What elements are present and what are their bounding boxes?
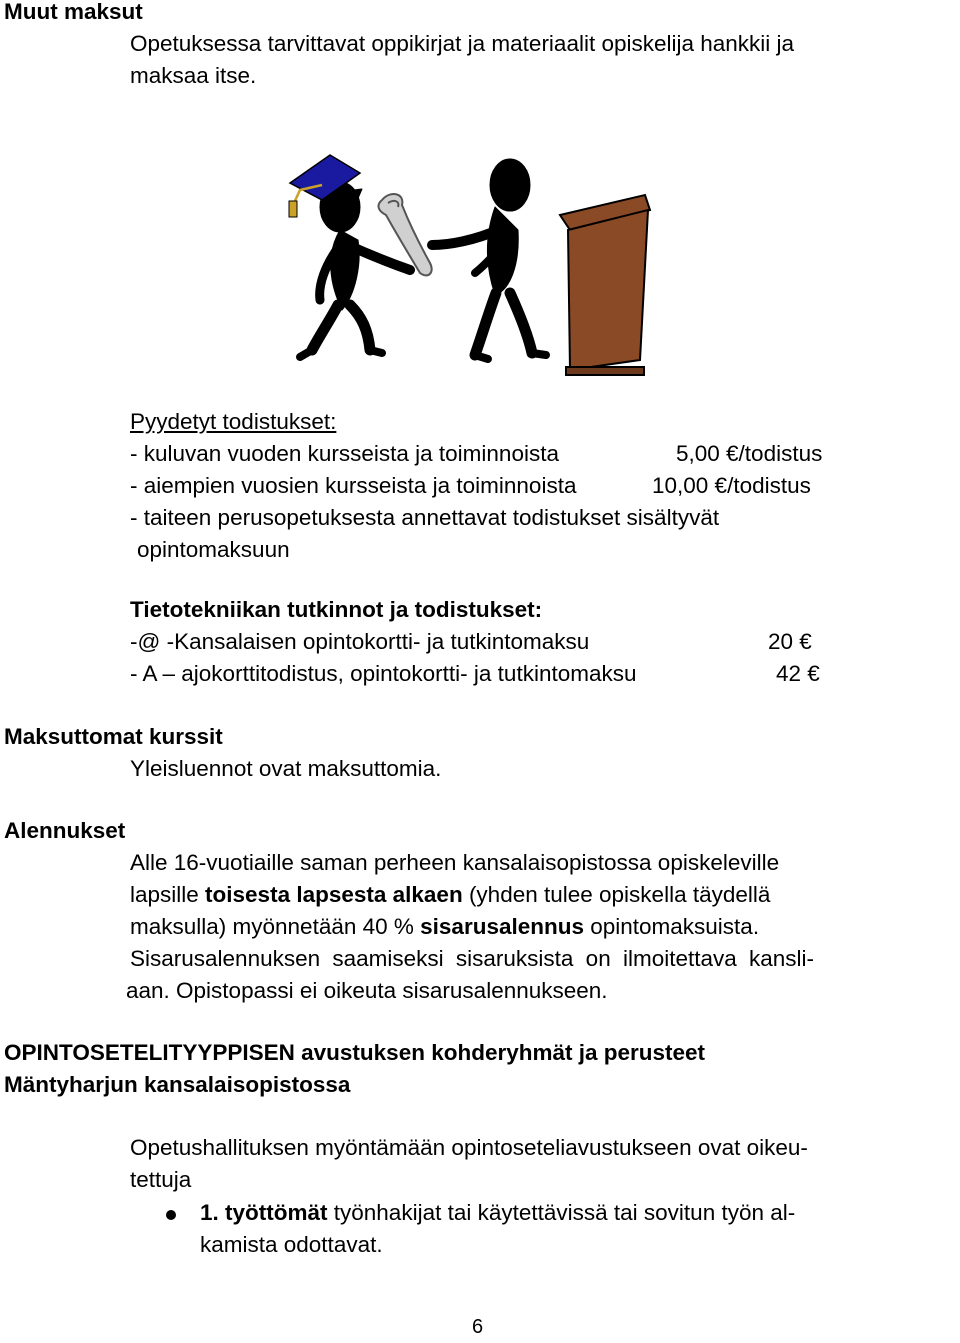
alennukset-line2-c: (yhden tulee opiskella täydellä xyxy=(462,882,771,907)
tieto-line1-price: 20 € xyxy=(768,629,812,654)
opintoseteli-intro-line2: tettuja xyxy=(130,1167,192,1192)
opintoseteli-bullet-rest: työnhakijat tai käytettävissä tai sovitun työn al- xyxy=(327,1200,796,1225)
alennukset-line2 xyxy=(130,879,770,911)
tieto-line2-label: - A – ajokorttitodistus, opintokortti- ja tutkintomaksu xyxy=(130,661,637,686)
tieto-line1-label: -@ -Kansalaisen opintokortti- ja tutkintomaksu xyxy=(130,629,590,654)
alennukset-line3-bold: sisarusalennus xyxy=(420,914,584,939)
alennukset-line4: Sisarusalennuksen saamiseksi sisaruksista on ilmoitettava kansli- xyxy=(130,946,815,971)
presenter-figure xyxy=(432,159,546,359)
todistukset-line: - taiteen perusopetuksesta annettavat todistukset sisältyvät xyxy=(130,505,720,530)
todistukset-heading: Pyydetyt todistukset: xyxy=(130,409,337,434)
page-number: 6 xyxy=(472,1316,484,1338)
alennukset-line1: Alle 16-vuotiaille saman perheen kansalaisopistossa opiskeleville xyxy=(130,850,780,875)
maksuttomat-text: Yleisluennot ovat maksuttomia. xyxy=(130,756,442,781)
graduation-illustration xyxy=(270,145,690,405)
alennukset-line3-a: maksulla) myönnetään 40 % xyxy=(130,914,421,939)
opintoseteli-bullet-bold: 1. työttömät xyxy=(200,1200,328,1225)
alennukset-line2-bold: toisesta lapsesta alkaen xyxy=(205,882,463,907)
alennukset-line3 xyxy=(130,911,759,943)
todistukset-price: 5,00 €/todistus xyxy=(676,441,823,466)
podium-icon xyxy=(560,195,650,375)
todistukset-line: - aiempien vuosien kursseista ja toiminnoista xyxy=(130,473,577,498)
todistukset-line: - kuluvan vuoden kursseista ja toiminnoista xyxy=(130,441,559,466)
muut-maksut-text-line1: Opetuksessa tarvittavat oppikirjat ja materiaalit opiskelija hankkii ja xyxy=(130,31,795,56)
bullet-icon xyxy=(166,1210,176,1220)
opintoseteli-intro-line1: Opetushallituksen myöntämään opintoseteliavustukseen ovat oikeu- xyxy=(130,1135,808,1160)
alennukset-line2-a: lapsille xyxy=(130,882,206,907)
todistukset-line: opintomaksuun xyxy=(137,537,290,562)
maksuttomat-heading: Maksuttomat kurssit xyxy=(4,724,223,749)
opintoseteli-heading-line1: OPINTOSETELITYYPPISEN avustuksen kohderyhmät ja perusteet xyxy=(4,1040,706,1065)
muut-maksut-text-line2: maksaa itse. xyxy=(130,63,257,88)
todistukset-price: 10,00 €/todistus xyxy=(652,473,811,498)
alennukset-heading: Alennukset xyxy=(4,818,126,843)
opintoseteli-heading-line2: Mäntyharjun kansalaisopistossa xyxy=(4,1072,351,1097)
tieto-heading: Tietotekniikan tutkinnot ja todistukset: xyxy=(130,597,543,622)
alennukset-line3-c: opintomaksuista. xyxy=(583,914,760,939)
opintoseteli-bullet-line1 xyxy=(200,1197,795,1229)
tieto-line2-price: 42 € xyxy=(776,661,820,686)
alennukset-line5: aan. Opistopassi ei oikeuta sisarusalennukseen. xyxy=(126,978,608,1003)
muut-maksut-heading: Muut maksut xyxy=(4,0,143,24)
opintoseteli-bullet-line2: kamista odottavat. xyxy=(200,1232,383,1257)
